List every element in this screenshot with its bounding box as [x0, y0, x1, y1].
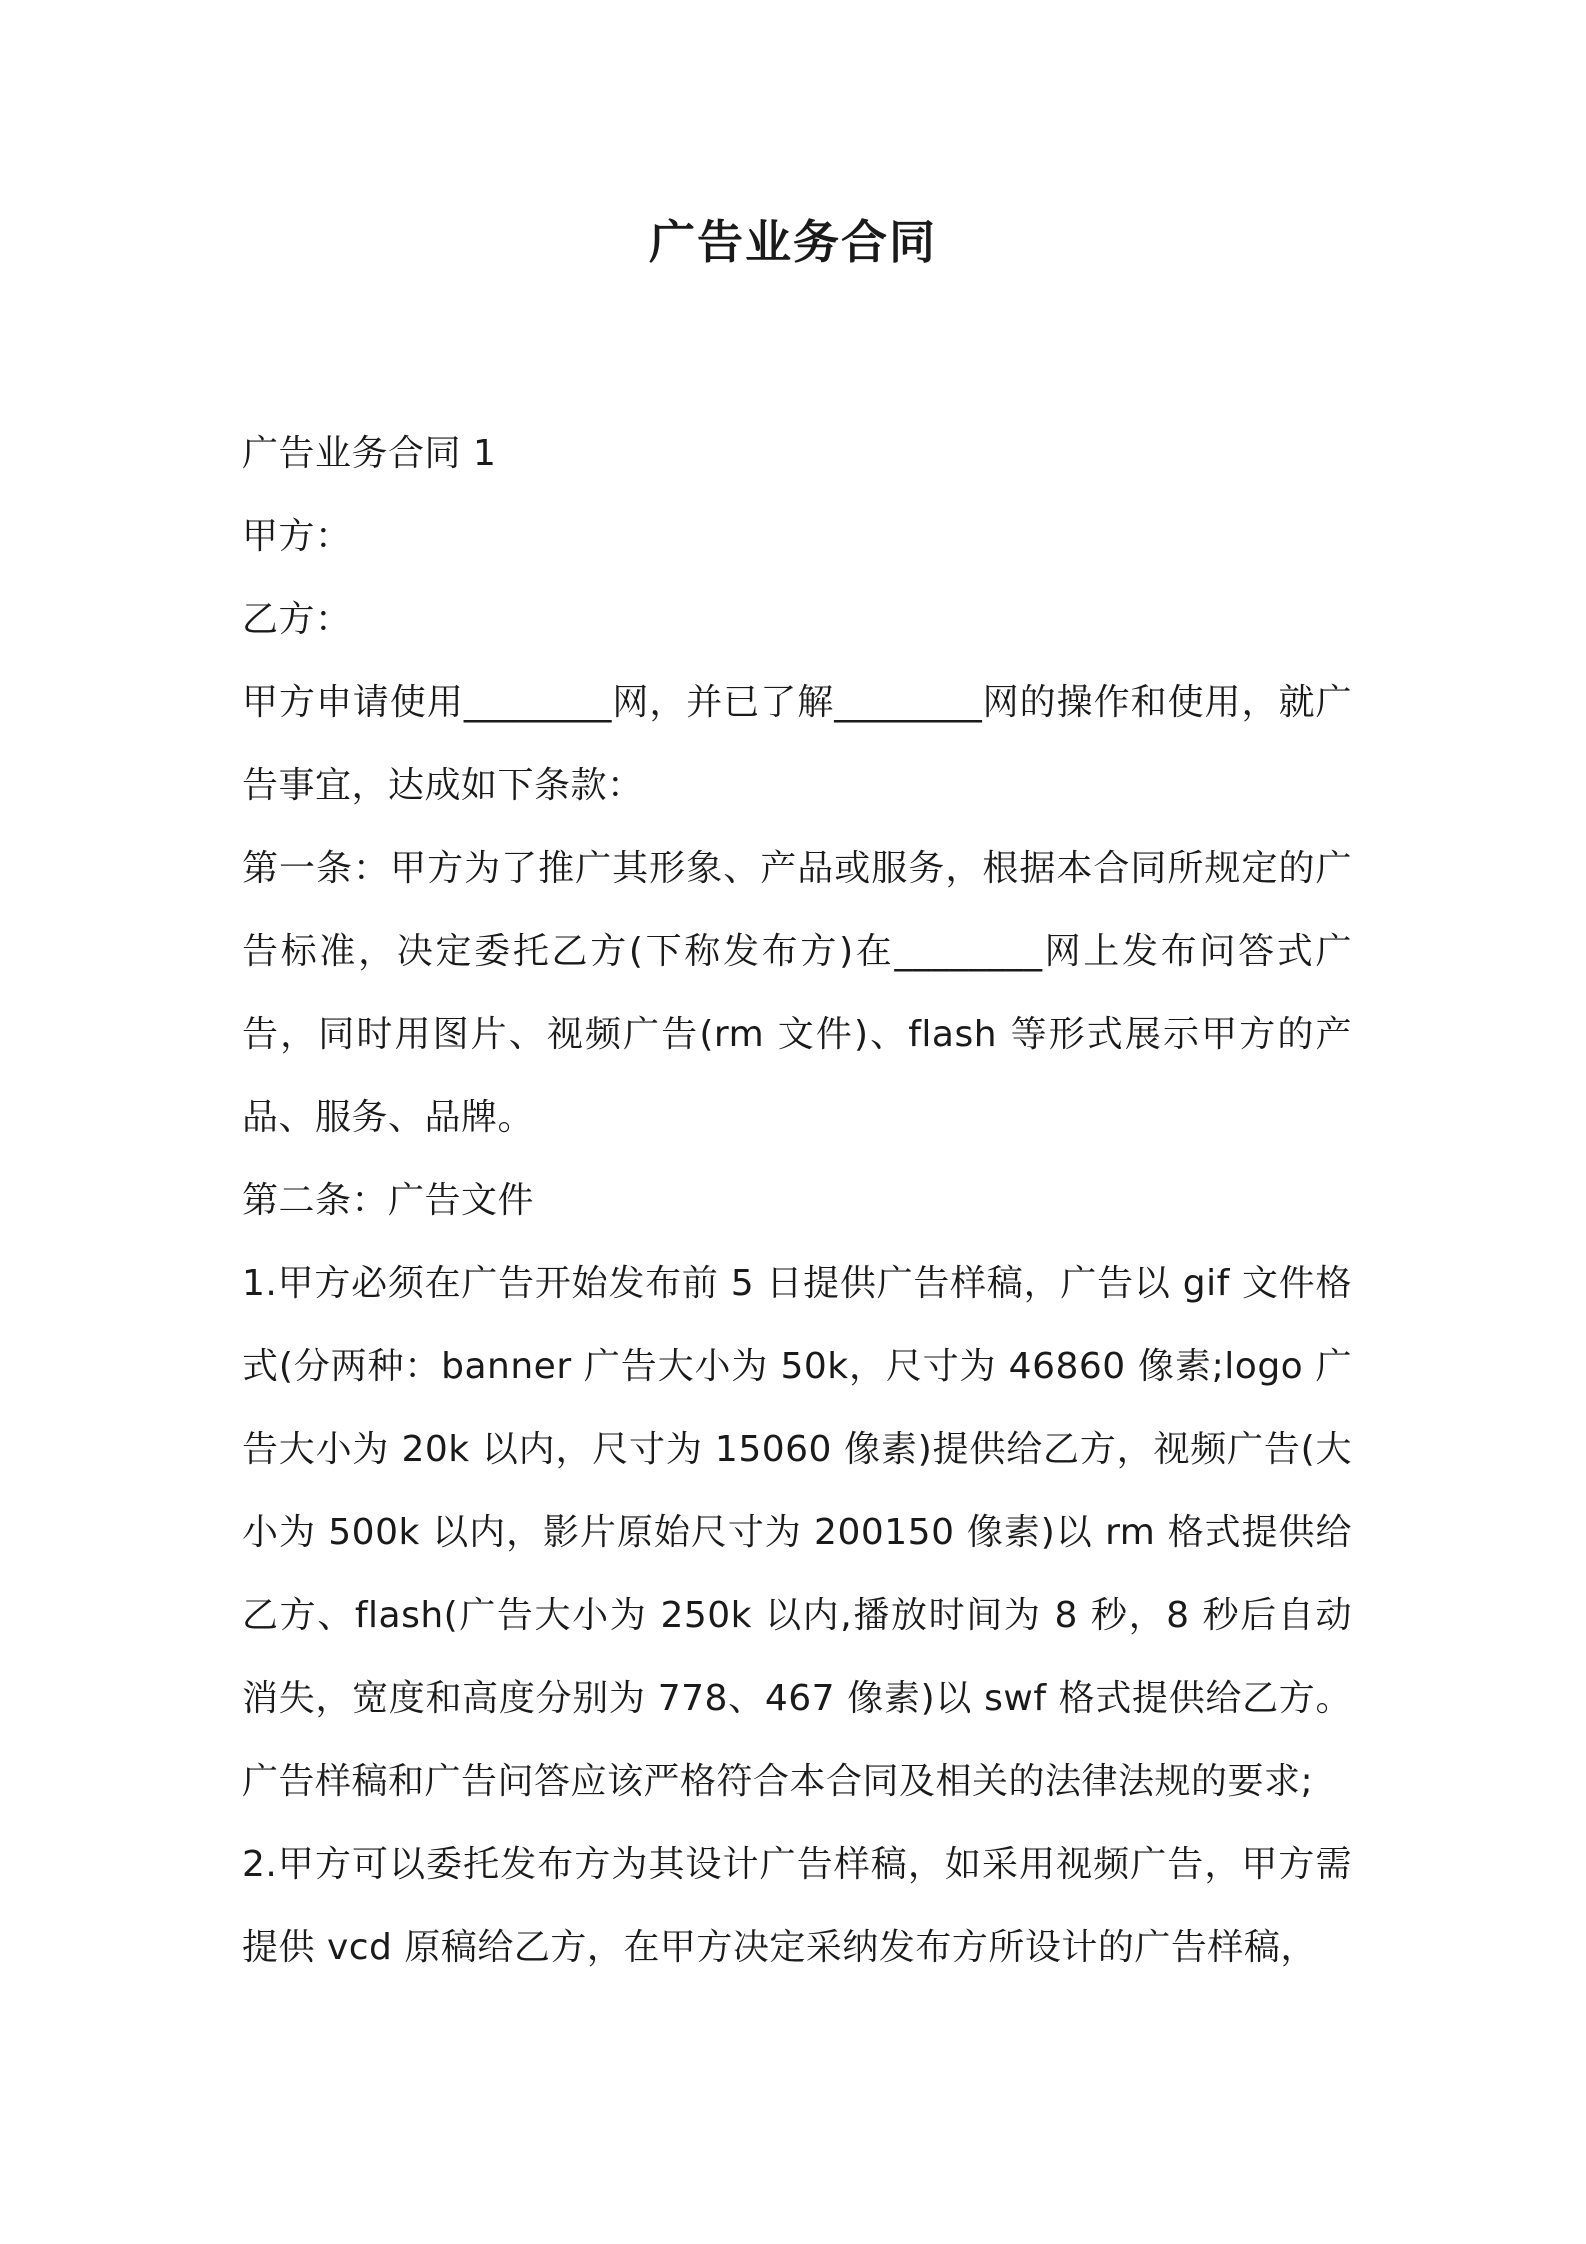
document-body [242, 412, 1352, 1989]
preamble-paragraph: 甲方申请使用________网，并已了解________网的操作和使用，就广告事宜，达成如下条款： [242, 682, 1352, 806]
party-b-line: 乙方： [242, 599, 352, 640]
article-2-heading: 第二条：广告文件 [242, 1180, 535, 1221]
article-2-clause-2: 2.甲方可以委托发布方为其设计广告样稿，如采用视频广告，甲方需提供 vcd 原稿给乙方，在甲方决定采纳发布方所设计的广告样稿， [242, 1844, 1352, 1968]
contract-subtitle: 广告业务合同 1 [242, 433, 497, 474]
party-a-line: 甲方： [242, 516, 352, 557]
article-1-paragraph: 第一条：甲方为了推广其形象、产品或服务，根据本合同所规定的广告标准，决定委托乙方(下称发布方)在________网上发布问答式广告，同时用图片、视频广告(rm 文件)、flash 等形式展示甲方的产品、服务、品牌。 [242, 848, 1352, 1138]
article-2-clause-1: 1.甲方必须在广告开始发布前 5 日提供广告样稿，广告以 gif 文件格式(分两种：banner 广告大小为 50k，尺寸为 46860 像素;logo 广告大小为 20k 以内，尺寸为 15060 像素)提供给乙方，视频广告(大小为 500k 以内，影片原始尺寸为 200150 像素)以 rm 格式提供给乙方、flash(广告大小为 250k 以内,播放时间为 8 秒，8 秒后自动消失，宽度和高度分别为 778、467 像素)以 swf 格式提供给乙方。广告样稿和广告问答应该严格符合本合同及相关的法律法规的要求; [242, 1263, 1352, 1802]
document-title: 广告业务合同 [649, 215, 937, 269]
